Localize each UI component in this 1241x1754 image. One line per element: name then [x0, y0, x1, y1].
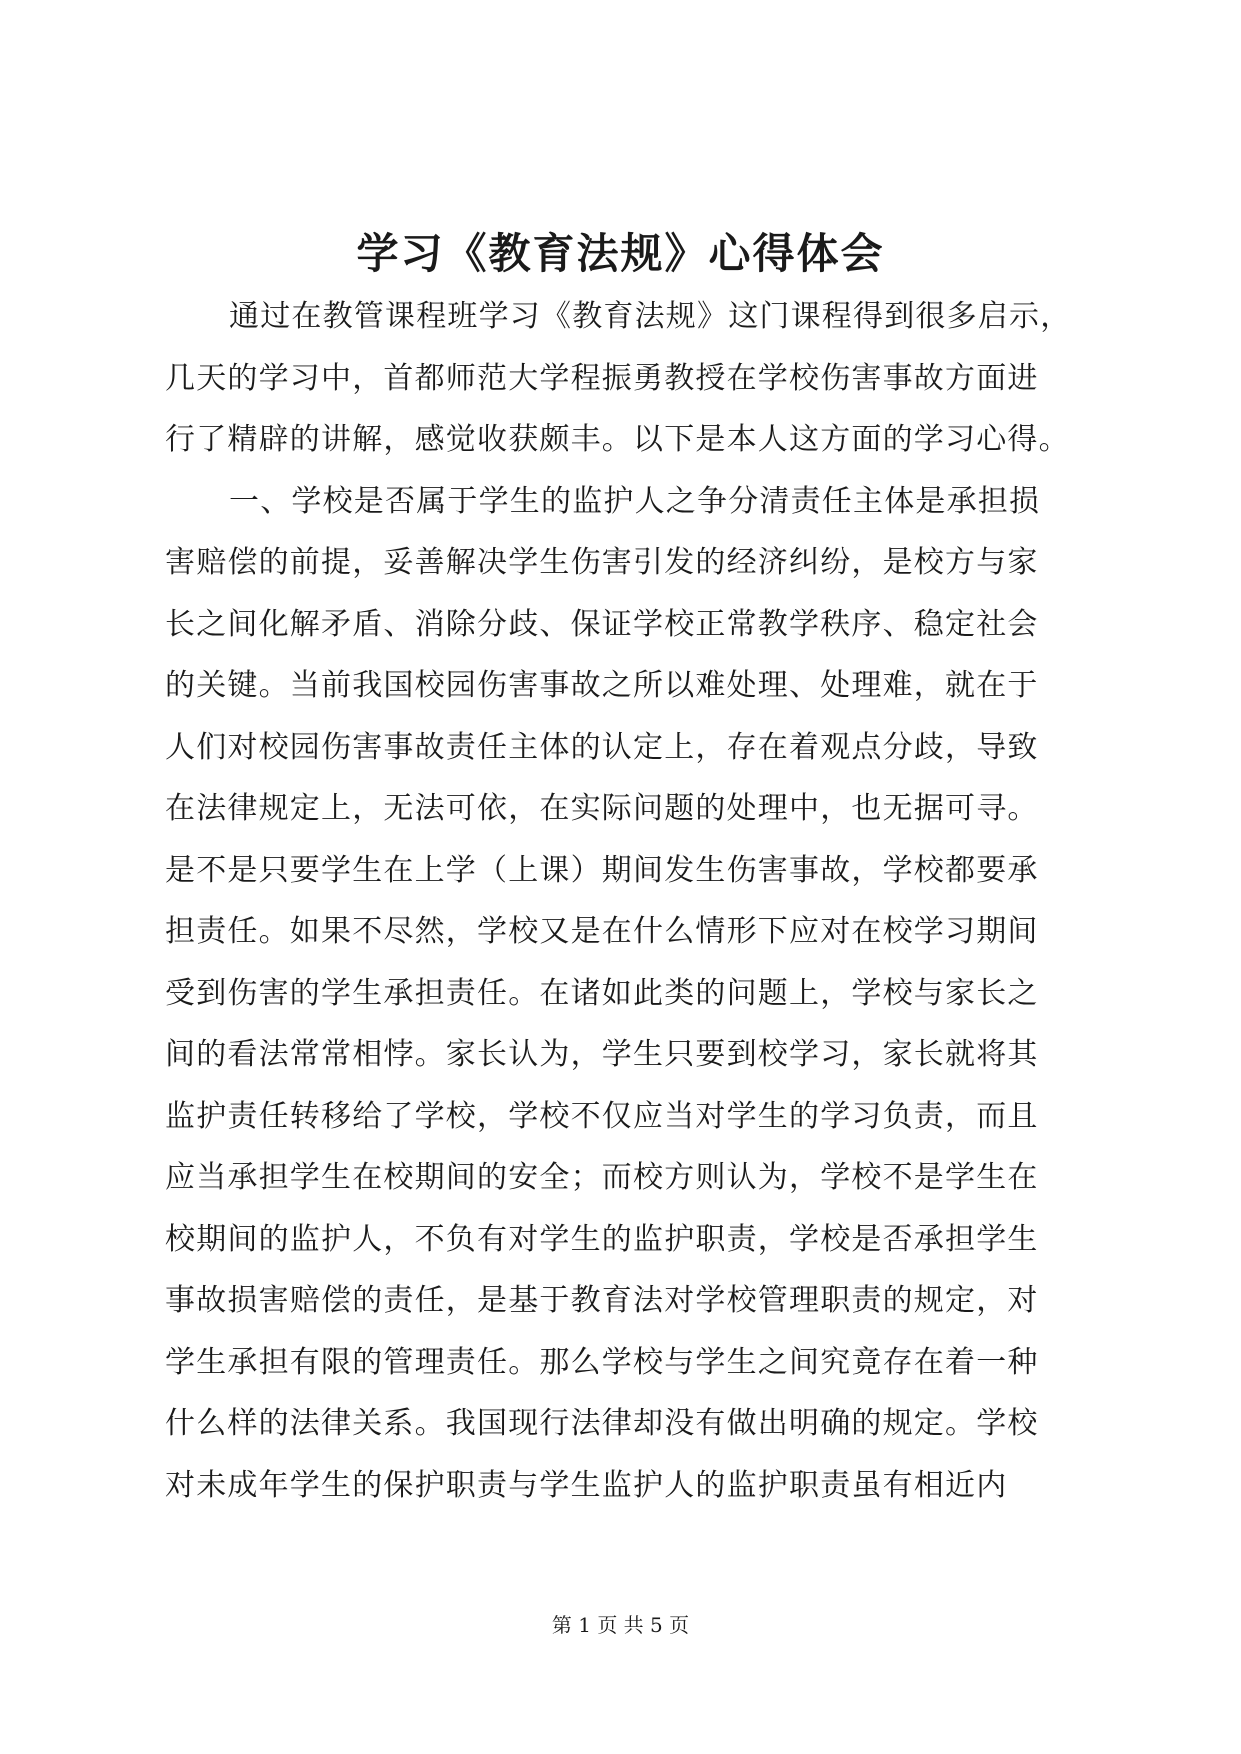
body-line: 人们对校园伤害事故责任主体的认定上，存在着观点分歧，导致 [165, 729, 1039, 765]
body-line: 什么样的法律关系。我国现行法律却没有做出明确的规定。学校 [165, 1406, 1039, 1441]
body-line: 的关键。当前我国校园伤害事故之所以难处理、处理难，就在于 [165, 668, 1039, 703]
body-line: 应当承担学生在校期间的安全；而校方则认为，学校不是学生在 [165, 1160, 1039, 1195]
body-line: 通过在教管课程班学习《教育法规》这门课程得到很多启示， [229, 299, 1072, 334]
body-line: 间的看法常常相悖。家长认为，学生只要到校学习，家长就将其 [165, 1037, 1039, 1072]
body-line: 几天的学习中，首都师范大学程振勇教授在学校伤害事故方面进 [165, 360, 1039, 396]
body-line: 对未成年学生的保护职责与学生监护人的监护职责虽有相近内 [165, 1467, 1008, 1503]
document-body [165, 286, 1080, 1516]
body-line: 校期间的监护人，不负有对学生的监护职责，学校是否承担学生 [165, 1221, 1039, 1257]
body-line: 害赔偿的前提，妥善解决学生伤害引发的经济纠纷，是校方与家 [165, 545, 1039, 580]
body-line: 一、学校是否属于学生的监护人之争分清责任主体是承担损 [229, 483, 1041, 519]
body-line: 监护责任转移给了学校，学校不仅应当对学生的学习负责，而且 [165, 1098, 1039, 1134]
body-line: 在法律规定上，无法可依，在实际问题的处理中，也无据可寻。 [165, 791, 1039, 826]
body-line: 担责任。如果不尽然，学校又是在什么情形下应对在校学习期间 [165, 914, 1039, 949]
body-line: 事故损害赔偿的责任，是基于教育法对学校管理职责的规定，对 [165, 1283, 1039, 1318]
body-line: 是不是只要学生在上学（上课）期间发生伤害事故，学校都要承 [165, 852, 1039, 888]
body-line: 受到伤害的学生承担责任。在诸如此类的问题上，学校与家长之 [165, 975, 1039, 1011]
body-line: 行了精辟的讲解，感觉收获颇丰。以下是本人这方面的学习心得。 [165, 422, 1070, 457]
page-title: 学习《教育法规》心得体会 [356, 229, 885, 278]
body-line: 学生承担有限的管理责任。那么学校与学生之间究竟存在着一种 [165, 1344, 1039, 1380]
page-footer: 第 1 页 共 5 页 [551, 1613, 690, 1637]
body-line: 长之间化解矛盾、消除分歧、保证学校正常教学秩序、稳定社会 [165, 606, 1039, 642]
